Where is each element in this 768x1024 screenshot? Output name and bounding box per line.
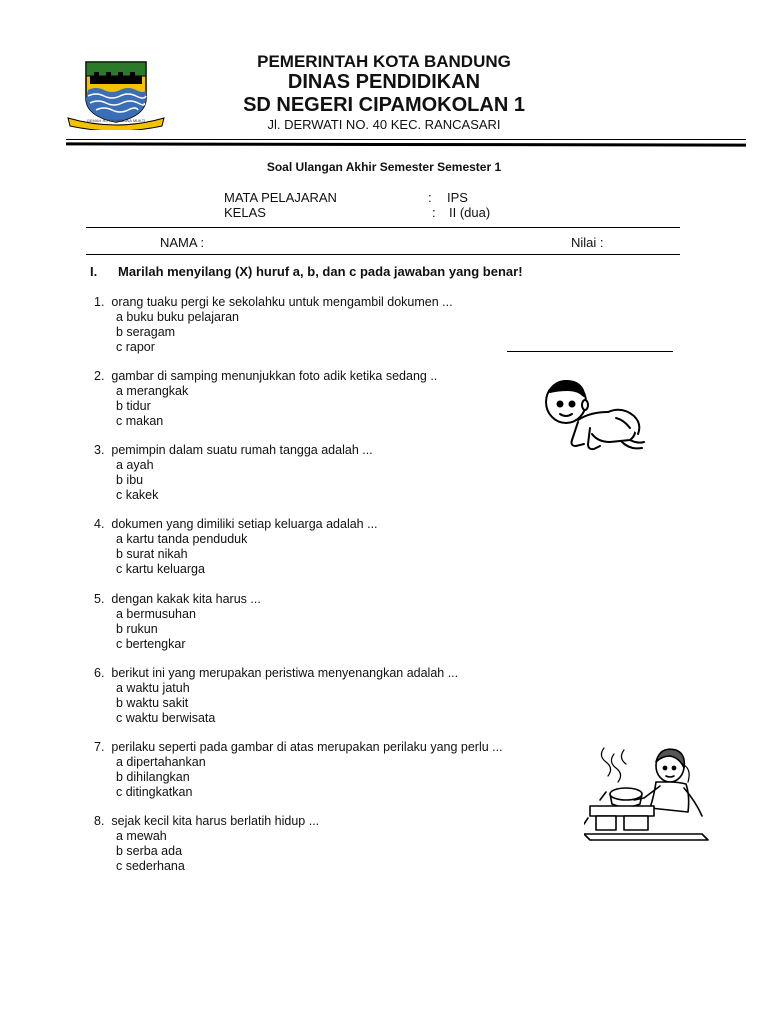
girl-cooking-illustration <box>584 742 710 850</box>
option-b: b rukun <box>116 622 158 636</box>
option-b: b tidur <box>116 399 151 413</box>
option-b: b dihilangkan <box>116 770 190 784</box>
option-b: b surat nikah <box>116 547 188 561</box>
option-b: b serba ada <box>116 844 183 858</box>
subject-label: MATA PELAJARAN <box>224 190 337 205</box>
question-number: 5. <box>94 592 105 606</box>
question-number: 7. <box>94 740 105 754</box>
header-department: DINAS PENDIDIKAN <box>287 71 481 93</box>
question-number: 2. <box>94 369 105 383</box>
question-3 <box>94 443 373 503</box>
question-number: 6. <box>94 666 105 680</box>
header-government: PEMERINTAH KOTA BANDUNG <box>257 52 511 71</box>
question-number: 3. <box>94 443 105 457</box>
class-label: KELAS <box>224 205 266 220</box>
question-text: sejak kecil kita harus berlatih hidup ... <box>111 814 320 828</box>
option-c: c sederhana <box>116 859 185 873</box>
option-c: c waktu berwisata <box>116 711 216 725</box>
class-value: II (dua) <box>449 205 491 220</box>
question-text: gambar di samping menunjukkan foto adik ketika sedang .. <box>111 369 438 383</box>
section-number: I. <box>90 264 98 279</box>
option-c: c ditingkatkan <box>116 785 193 799</box>
option-c: c kartu keluarga <box>116 562 205 576</box>
question-7 <box>94 740 503 800</box>
section-instruction: Marilah menyilang (X) huruf a, b, dan c pada jawaban yang benar! <box>118 264 523 279</box>
question-1 <box>94 295 453 355</box>
exam-title: Soal Ulangan Akhir Semester Semester 1 <box>266 160 502 174</box>
question-number: 1. <box>94 295 105 309</box>
name-row-top-line <box>86 227 680 228</box>
question-text: dengan kakak kita harus ... <box>111 592 261 606</box>
subject-value: IPS <box>447 190 468 205</box>
header-address: Jl. DERWATI NO. 40 KEC. RANCASARI <box>267 117 501 132</box>
score-field-label: Nilai : <box>571 235 604 250</box>
logo-motto: GEMAH RIPAH WIBAWA MUKTI <box>86 118 146 123</box>
question-text: dokumen yang dimiliki setiap keluarga adalah ... <box>111 517 378 531</box>
option-a: a dipertahankan <box>116 755 206 769</box>
option-a: a kartu tanda penduduk <box>116 532 248 546</box>
option-c: c kakek <box>116 488 159 502</box>
question-text: perilaku seperti pada gambar di atas merupakan perilaku yang perlu ... <box>111 740 503 754</box>
question-6 <box>94 666 458 726</box>
option-b: b ibu <box>116 473 144 487</box>
option-a: a merangkak <box>116 384 189 398</box>
question-8 <box>94 814 319 874</box>
option-c: c rapor <box>116 340 155 354</box>
option-c: c makan <box>116 414 164 428</box>
question-4 <box>94 517 378 577</box>
option-a: a waktu jatuh <box>116 681 190 695</box>
option-a: a bermusuhan <box>116 607 196 621</box>
option-c: c bertengkar <box>116 637 186 651</box>
crawling-baby-illustration <box>538 372 650 456</box>
option-b: b seragam <box>116 325 176 339</box>
question-number: 4. <box>94 517 105 531</box>
subject-separator: : <box>428 190 432 205</box>
option-a: a buku buku pelajaran <box>116 310 240 324</box>
question-text: berikut ini yang merupakan peristiwa menyenangkan adalah ... <box>111 666 459 680</box>
option-b: b waktu sakit <box>116 696 189 710</box>
header-school-name: SD NEGERI CIPAMOKOLAN 1 <box>243 94 525 116</box>
question-2 <box>94 369 437 429</box>
name-field-label: NAMA : <box>160 235 205 250</box>
option-a: a mewah <box>116 829 167 843</box>
question-text: orang tuaku pergi ke sekolahku untuk mengambil dokumen ... <box>111 295 453 309</box>
header-divider-thick <box>66 142 746 146</box>
answer-line <box>507 351 673 352</box>
name-row-bottom-line <box>86 254 680 255</box>
question-text: pemimpin dalam suatu rumah tangga adalah ... <box>111 443 373 457</box>
option-a: a ayah <box>116 458 154 472</box>
header-divider-thin <box>66 139 746 140</box>
question-5 <box>94 592 261 652</box>
class-separator: : <box>432 205 436 220</box>
question-number: 8. <box>94 814 105 828</box>
